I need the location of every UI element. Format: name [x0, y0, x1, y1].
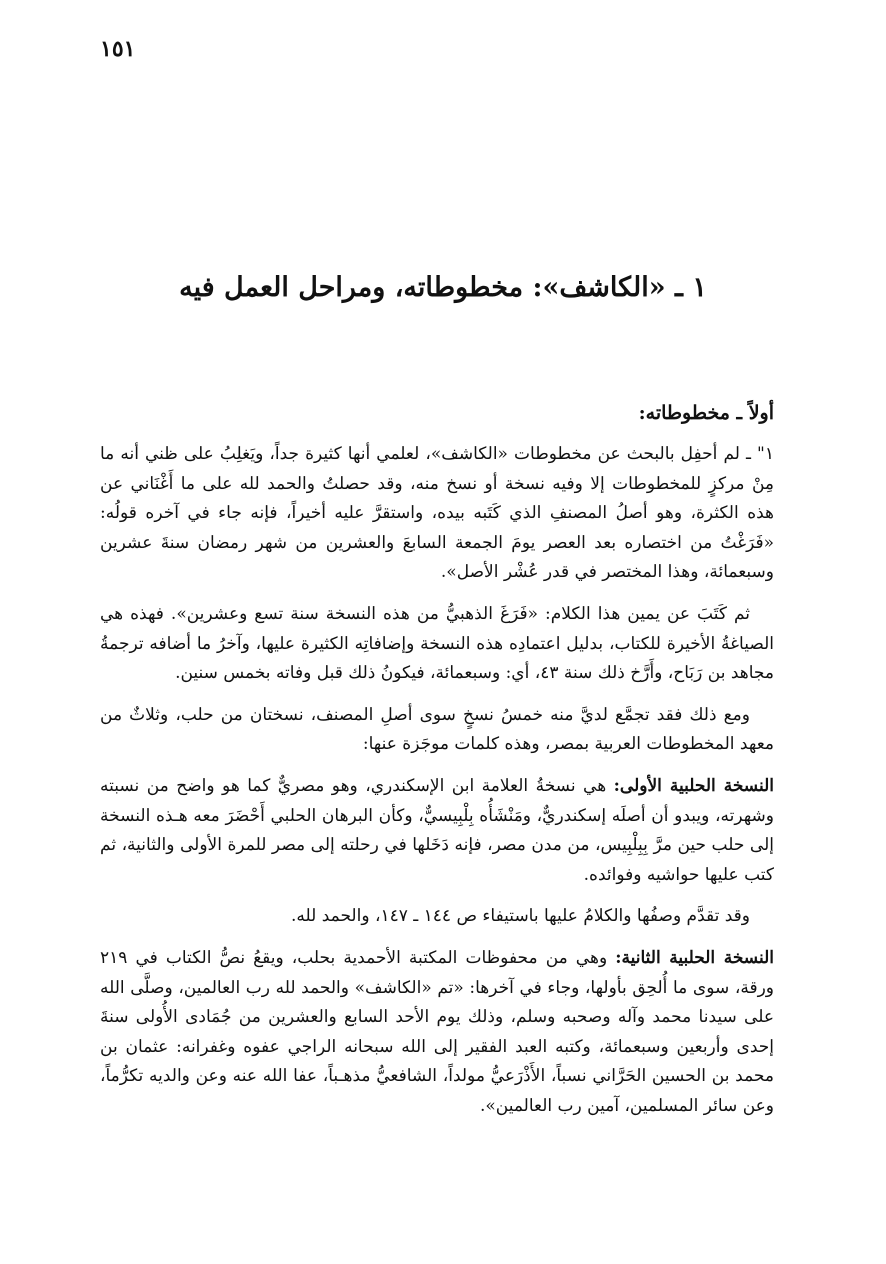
chapter-title: ١ ـ «الكاشف»: مخطوطاته، ومراحل العمل فيه: [179, 272, 707, 303]
paragraph-text: وهي من محفوظات المكتبة الأحمدية بحلب، ويقعُ نصُّ الكتاب في ٢١٩ ورقة، سوى ما أُلحِق بأولها، وجاء في آخرها: «تم «الكاشف» والحمد لله رب العالمين، وصلَّى الله على سيدنا محمد وآله وصحبه وسلم، وذلك يوم الأحد السابع والعشرين من جُمَادى الأُولى سنةَ إحدى وأربعين وسبعمائة، وكتبه العبد الفقير إلى الله سبحانه الراجي عفوه وغفرانه: عثمان بن محمد بن الحسين الحَرَّاني نسباً، الأَذْرَعيُّ مولداً، الشافعيُّ مذهـباً، عفا الله عنه وعن والديه تكرُّماً، وعن سائر المسلمين، آمين رب العالمين».: [100, 947, 774, 1116]
paragraph: [100, 600, 774, 689]
page-number: ١٥١: [100, 36, 136, 62]
paragraph: [100, 701, 774, 760]
section-heading: أولاً ـ مخطوطاته:: [638, 402, 774, 424]
paragraph: [100, 944, 774, 1122]
paragraph-text: ومع ذلك فقد تجمَّع لديَّ منه خمسُ نسخٍ سوى أصلِ المصنف، نسختان من حلب، وثلاثٌ من معهد المخطوطات العربية بمصر، وهذه كلمات موجَزة عنها:: [100, 704, 774, 755]
paragraph-text: ثم كَتَبَ عن يمين هذا الكلام: «فَرَغَ الذهبيُّ من هذه النسخة سنة تسع وعشرين». فهذه هي الصياغةُ الأخيرة للكتاب، بدليل اعتمادِه هذه النسخة وإضافاتِه الكثيرة عليها، وآخرُ ما أضافه ترجمةُ مجاهد بن رَبَاح، وأَرَّخ ذلك سنة ٤٣، أي: وسبعمائة، فيكونُ ذلك قبل وفاته بخمس سنين.: [100, 603, 774, 684]
body-text: [100, 440, 774, 1121]
paragraph: [100, 440, 774, 588]
paragraph-lead: النسخة الحلبية الأولى:: [613, 775, 774, 796]
paragraph: [100, 902, 774, 932]
paragraph-text: هي نسخةُ العلامة ابن الإسكندري، وهو مصريٌّ كما هو واضح من نسبته وشهرته، ويبدو أن أصلَه إسكندريٌّ، ومَنْشَأُه بِلْبِيسيٌّ، وكأن البرهان الحلبي أَحْضَرَ معه هـذه النسخة إلى حلب حين مرَّ بِبِلْبِيس، من مدن مصر، فإنه دَخَلها في رحلته إلى مصر للمرة الأولى والثانية، ثم كتب عليها حواشيه وفوائده.: [100, 775, 774, 885]
paragraph-lead: النسخة الحلبية الثانية:: [615, 947, 774, 968]
paragraph: [100, 772, 774, 890]
paragraph-text: وقد تقدَّم وصفُها والكلامُ عليها باستيفاء ص ١٤٤ ـ ١٤٧، والحمد لله.: [290, 906, 750, 927]
paragraph-text: ١" ـ لم أحفِل بالبحث عن مخطوطات «الكاشف»، لعلمي أنها كثيرة جداً، ويَغلِبُ على ظني أنه ما مِنْ مركزٍ للمخطوطات إلا وفيه نسخة أو نسخ منه، وقد حصلتُ والحمد لله على ما أَغْنَاني عن هذه الكثرة، وهو أصلُ المصنفِ الذي كَتَبه بيده، واستقرَّ عليه أخيراً، فإنه جاء في آخره قولُه: «فَرَغْتُ من اختصاره بعد العصر يومَ الجمعة السابعَ والعشرين من شهر رمضان سنةَ عشرين وسبعمائة، وهذا المختصر في قدر عُشْر الأصل».: [100, 444, 774, 583]
